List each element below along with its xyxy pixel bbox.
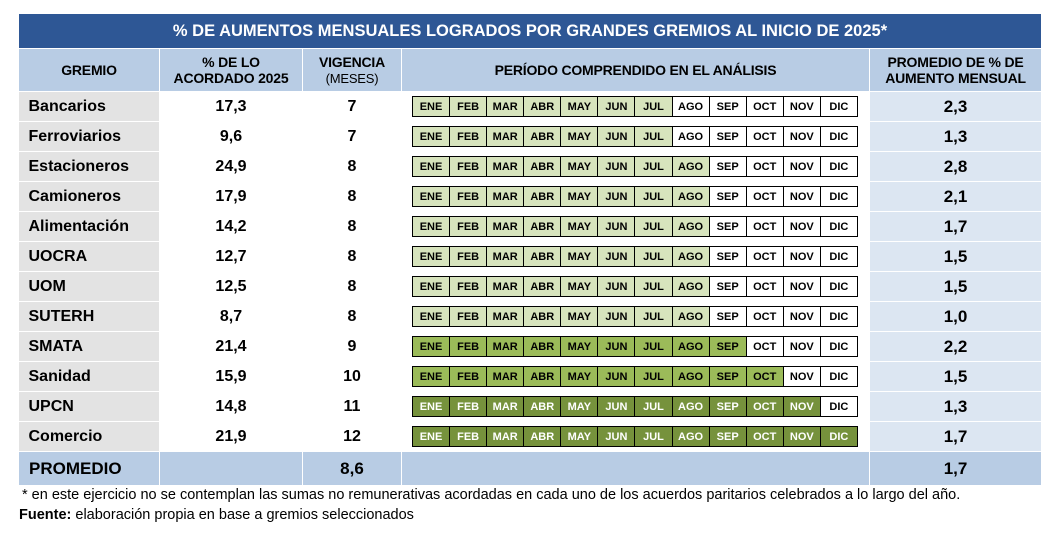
month-cell: OCT <box>747 337 784 356</box>
month-cell: ABR <box>524 307 561 326</box>
month-cell: ENE <box>413 307 450 326</box>
promedio-value: 1,5 <box>870 272 1042 302</box>
month-bar <box>412 156 858 177</box>
month-cell: OCT <box>747 187 784 206</box>
table-row <box>19 392 1042 422</box>
month-cell: NOV <box>784 397 821 416</box>
table-row <box>19 362 1042 392</box>
period-cell <box>402 182 870 212</box>
month-cell: JUN <box>598 397 635 416</box>
month-cell: MAY <box>561 187 598 206</box>
month-cell: OCT <box>747 307 784 326</box>
month-cell: ENE <box>413 217 450 236</box>
month-cell: FEB <box>450 157 487 176</box>
month-cell: NOV <box>784 427 821 446</box>
table-row <box>19 182 1042 212</box>
month-cell: ABR <box>524 337 561 356</box>
period-cell <box>402 332 870 362</box>
month-cell: FEB <box>450 397 487 416</box>
month-cell: AGO <box>673 187 710 206</box>
month-cell: ENE <box>413 427 450 446</box>
month-cell: MAY <box>561 307 598 326</box>
month-cell: SEP <box>710 247 747 266</box>
month-cell: JUN <box>598 127 635 146</box>
acordado-value: 24,9 <box>160 152 303 182</box>
table-row <box>19 422 1042 452</box>
month-cell: SEP <box>710 277 747 296</box>
source-text: elaboración propia en base a gremios seleccionados <box>71 507 414 523</box>
month-cell: MAY <box>561 367 598 386</box>
header-acordado-line1: % DE LO <box>202 54 260 70</box>
header-gremio: GREMIO <box>19 49 160 92</box>
month-cell: FEB <box>450 277 487 296</box>
month-cell: MAY <box>561 127 598 146</box>
period-cell <box>402 212 870 242</box>
month-cell: FEB <box>450 247 487 266</box>
month-cell: MAY <box>561 157 598 176</box>
month-cell: OCT <box>747 367 784 386</box>
table-row <box>19 122 1042 152</box>
month-cell: AGO <box>673 277 710 296</box>
month-cell: ENE <box>413 277 450 296</box>
promedio-acordado-empty <box>160 452 303 486</box>
header-promedio <box>870 49 1042 92</box>
month-cell: JUN <box>598 427 635 446</box>
month-cell: JUN <box>598 277 635 296</box>
month-cell: JUL <box>635 277 672 296</box>
month-cell: JUL <box>635 367 672 386</box>
period-cell <box>402 152 870 182</box>
vigencia-value: 8 <box>303 242 402 272</box>
header-row <box>19 49 1042 92</box>
gremio-name: Comercio <box>19 422 160 452</box>
month-cell: NOV <box>784 97 821 116</box>
month-cell: JUL <box>635 337 672 356</box>
month-cell: AGO <box>673 337 710 356</box>
gremio-name: Ferroviarios <box>19 122 160 152</box>
month-cell: JUN <box>598 217 635 236</box>
promedio-periodo-empty <box>402 452 870 486</box>
acordado-value: 21,9 <box>160 422 303 452</box>
acordado-value: 15,9 <box>160 362 303 392</box>
month-cell: JUL <box>635 397 672 416</box>
acordado-value: 12,5 <box>160 272 303 302</box>
acordado-value: 12,7 <box>160 242 303 272</box>
month-cell: ENE <box>413 337 450 356</box>
month-cell: SEP <box>710 157 747 176</box>
month-cell: DIC <box>829 220 849 233</box>
vigencia-value: 7 <box>303 122 402 152</box>
month-cell: AGO <box>673 397 710 416</box>
month-cell: JUN <box>598 97 635 116</box>
month-cell: JUL <box>635 127 672 146</box>
month-cell: DIC <box>829 370 849 383</box>
month-cell: ENE <box>413 247 450 266</box>
month-cell: DIC <box>829 400 849 413</box>
month-cell: AGO <box>673 127 710 146</box>
month-cell: JUN <box>598 187 635 206</box>
month-cell: MAR <box>487 367 524 386</box>
vigencia-value: 8 <box>303 302 402 332</box>
month-cell: MAR <box>487 427 524 446</box>
gremios-table <box>18 13 1042 486</box>
month-cell: SEP <box>710 367 747 386</box>
gremio-name: Sanidad <box>19 362 160 392</box>
month-cell: AGO <box>673 307 710 326</box>
acordado-value: 8,7 <box>160 302 303 332</box>
month-cell: MAR <box>487 127 524 146</box>
month-cell: MAY <box>561 97 598 116</box>
table-body <box>19 92 1042 452</box>
month-cell: DIC <box>829 310 849 323</box>
vigencia-value: 8 <box>303 272 402 302</box>
table-row <box>19 152 1042 182</box>
month-cell: NOV <box>784 187 821 206</box>
month-cell: MAY <box>561 277 598 296</box>
month-cell: ABR <box>524 367 561 386</box>
promedio-value: 2,2 <box>870 332 1042 362</box>
table-row <box>19 242 1042 272</box>
header-promedio-line1: PROMEDIO DE % DE <box>887 54 1024 70</box>
month-cell: JUN <box>598 307 635 326</box>
promedio-value: 1,5 <box>870 362 1042 392</box>
month-cell: AGO <box>673 367 710 386</box>
header-vigencia-line1: VIGENCIA <box>318 53 386 70</box>
month-cell: NOV <box>784 217 821 236</box>
month-bar <box>412 186 858 207</box>
month-bar <box>412 276 858 297</box>
month-cell: AGO <box>673 427 710 446</box>
month-cell: ABR <box>524 427 561 446</box>
vigencia-value: 12 <box>303 422 402 452</box>
period-cell <box>402 302 870 332</box>
month-cell: SEP <box>710 307 747 326</box>
month-cell: OCT <box>747 217 784 236</box>
table-row <box>19 92 1042 122</box>
month-cell: DIC <box>829 100 849 113</box>
month-cell: JUL <box>635 307 672 326</box>
month-cell: DIC <box>829 130 849 143</box>
acordado-value: 14,8 <box>160 392 303 422</box>
month-cell: MAY <box>561 217 598 236</box>
month-cell: ABR <box>524 397 561 416</box>
promedio-value: 1,3 <box>870 392 1042 422</box>
month-cell: MAY <box>561 247 598 266</box>
month-cell: ABR <box>524 187 561 206</box>
month-bar <box>412 216 858 237</box>
header-promedio-line2: AUMENTO MENSUAL <box>885 70 1026 86</box>
month-cell: ENE <box>413 97 450 116</box>
month-cell: JUN <box>598 247 635 266</box>
month-cell: ABR <box>524 127 561 146</box>
footnote: * en este ejercicio no se contemplan las sumas no remunerativas acordadas en cada uno de los acuerdos paritarios celebrados a lo largo del año. <box>22 487 961 503</box>
month-cell: SEP <box>710 427 747 446</box>
month-cell: AGO <box>673 97 710 116</box>
month-cell: SEP <box>710 397 747 416</box>
period-cell <box>402 242 870 272</box>
month-cell: MAR <box>487 277 524 296</box>
month-bar <box>412 96 858 117</box>
header-vigencia-line2: (MESES) <box>325 70 379 86</box>
promedio-value: 1,3 <box>870 122 1042 152</box>
header-periodo: PERÍODO COMPRENDIDO EN EL ANÁLISIS <box>402 49 870 92</box>
month-cell: ABR <box>524 157 561 176</box>
period-cell <box>402 92 870 122</box>
month-cell: AGO <box>673 217 710 236</box>
month-cell: AGO <box>673 157 710 176</box>
gremio-name: Camioneros <box>19 182 160 212</box>
month-cell: OCT <box>747 127 784 146</box>
acordado-value: 9,6 <box>160 122 303 152</box>
period-cell <box>402 272 870 302</box>
gremio-name: UOCRA <box>19 242 160 272</box>
month-cell: NOV <box>784 277 821 296</box>
vigencia-value: 11 <box>303 392 402 422</box>
month-cell: MAR <box>487 157 524 176</box>
promedio-vigencia: 8,6 <box>303 452 402 486</box>
month-cell: ENE <box>413 157 450 176</box>
month-bar <box>412 126 858 147</box>
month-cell: ABR <box>524 217 561 236</box>
gremio-name: Bancarios <box>19 92 160 122</box>
vigencia-value: 10 <box>303 362 402 392</box>
month-cell: NOV <box>784 157 821 176</box>
vigencia-value: 7 <box>303 92 402 122</box>
promedio-value: 1,7 <box>870 212 1042 242</box>
month-cell: JUN <box>598 157 635 176</box>
promedio-value: 2,1 <box>870 182 1042 212</box>
month-bar <box>412 426 858 447</box>
source-line <box>19 507 414 523</box>
month-cell: JUL <box>635 157 672 176</box>
month-cell: OCT <box>747 397 784 416</box>
vigencia-value: 8 <box>303 212 402 242</box>
month-cell: MAR <box>487 187 524 206</box>
month-cell: MAR <box>487 247 524 266</box>
month-cell: DIC <box>829 340 849 353</box>
month-cell: MAR <box>487 307 524 326</box>
month-cell: FEB <box>450 187 487 206</box>
month-cell: NOV <box>784 337 821 356</box>
table-row <box>19 272 1042 302</box>
promedio-row <box>19 452 1042 486</box>
promedio-value: 1,5 <box>870 242 1042 272</box>
month-cell: OCT <box>747 247 784 266</box>
month-cell: FEB <box>450 337 487 356</box>
month-cell: FEB <box>450 97 487 116</box>
period-cell <box>402 392 870 422</box>
month-cell: FEB <box>450 217 487 236</box>
header-acordado <box>160 49 303 92</box>
period-cell <box>402 422 870 452</box>
vigencia-value: 8 <box>303 152 402 182</box>
acordado-value: 14,2 <box>160 212 303 242</box>
table-title: % DE AUMENTOS MENSUALES LOGRADOS POR GRANDES GREMIOS AL INICIO DE 2025* <box>19 14 1042 49</box>
acordado-value: 17,3 <box>160 92 303 122</box>
month-cell: SEP <box>710 217 747 236</box>
month-cell: MAY <box>561 427 598 446</box>
month-bar <box>412 246 858 267</box>
month-cell: NOV <box>784 367 821 386</box>
promedio-value: 2,3 <box>870 92 1042 122</box>
month-cell: JUN <box>598 367 635 386</box>
gremio-name: Estacioneros <box>19 152 160 182</box>
month-cell: ENE <box>413 367 450 386</box>
month-cell: SEP <box>710 127 747 146</box>
month-cell: DIC <box>829 160 849 173</box>
month-cell: OCT <box>747 427 784 446</box>
month-cell: JUL <box>635 187 672 206</box>
promedio-value: 1,0 <box>870 302 1042 332</box>
month-bar <box>412 336 858 357</box>
month-cell: ABR <box>524 97 561 116</box>
month-cell: JUN <box>598 337 635 356</box>
month-bar <box>412 366 858 387</box>
month-cell: ENE <box>413 187 450 206</box>
month-cell: SEP <box>710 337 747 356</box>
month-cell: NOV <box>784 307 821 326</box>
month-cell: MAY <box>561 397 598 416</box>
header-acordado-line2: ACORDADO 2025 <box>173 70 289 86</box>
promedio-value: 1,7 <box>870 422 1042 452</box>
month-cell: JUL <box>635 247 672 266</box>
vigencia-value: 8 <box>303 182 402 212</box>
month-cell: DIC <box>829 250 849 263</box>
vigencia-value: 9 <box>303 332 402 362</box>
month-cell: OCT <box>747 277 784 296</box>
month-cell: NOV <box>784 127 821 146</box>
table-container <box>18 13 1041 486</box>
acordado-value: 21,4 <box>160 332 303 362</box>
period-cell <box>402 122 870 152</box>
month-cell: MAR <box>487 337 524 356</box>
month-bar <box>412 396 858 417</box>
month-cell: FEB <box>450 307 487 326</box>
month-cell: JUL <box>635 427 672 446</box>
month-cell: FEB <box>450 367 487 386</box>
period-cell <box>402 362 870 392</box>
month-cell: FEB <box>450 427 487 446</box>
month-cell: ENE <box>413 397 450 416</box>
header-vigencia <box>303 49 402 92</box>
gremio-name: UPCN <box>19 392 160 422</box>
promedio-label: PROMEDIO <box>19 452 160 486</box>
month-cell: MAR <box>487 397 524 416</box>
gremio-name: UOM <box>19 272 160 302</box>
month-cell: DIC <box>829 280 849 293</box>
month-cell: JUL <box>635 217 672 236</box>
month-cell: DIC <box>821 427 857 446</box>
gremio-name: SUTERH <box>19 302 160 332</box>
promedio-mensual: 1,7 <box>870 452 1042 486</box>
gremio-name: SMATA <box>19 332 160 362</box>
table-row <box>19 212 1042 242</box>
month-cell: OCT <box>747 157 784 176</box>
month-cell: MAY <box>561 337 598 356</box>
acordado-value: 17,9 <box>160 182 303 212</box>
month-cell: MAR <box>487 217 524 236</box>
table-row <box>19 302 1042 332</box>
month-cell: SEP <box>710 187 747 206</box>
month-cell: NOV <box>784 247 821 266</box>
table-row <box>19 332 1042 362</box>
month-cell: ENE <box>413 127 450 146</box>
month-cell: FEB <box>450 127 487 146</box>
month-cell: ABR <box>524 277 561 296</box>
month-cell: JUL <box>635 97 672 116</box>
promedio-value: 2,8 <box>870 152 1042 182</box>
month-cell: ABR <box>524 247 561 266</box>
month-cell: OCT <box>747 97 784 116</box>
source-label: Fuente: <box>19 507 72 523</box>
month-cell: SEP <box>710 97 747 116</box>
month-bar <box>412 306 858 327</box>
month-cell: AGO <box>673 247 710 266</box>
month-cell: DIC <box>829 190 849 203</box>
gremio-name: Alimentación <box>19 212 160 242</box>
month-cell: MAR <box>487 97 524 116</box>
